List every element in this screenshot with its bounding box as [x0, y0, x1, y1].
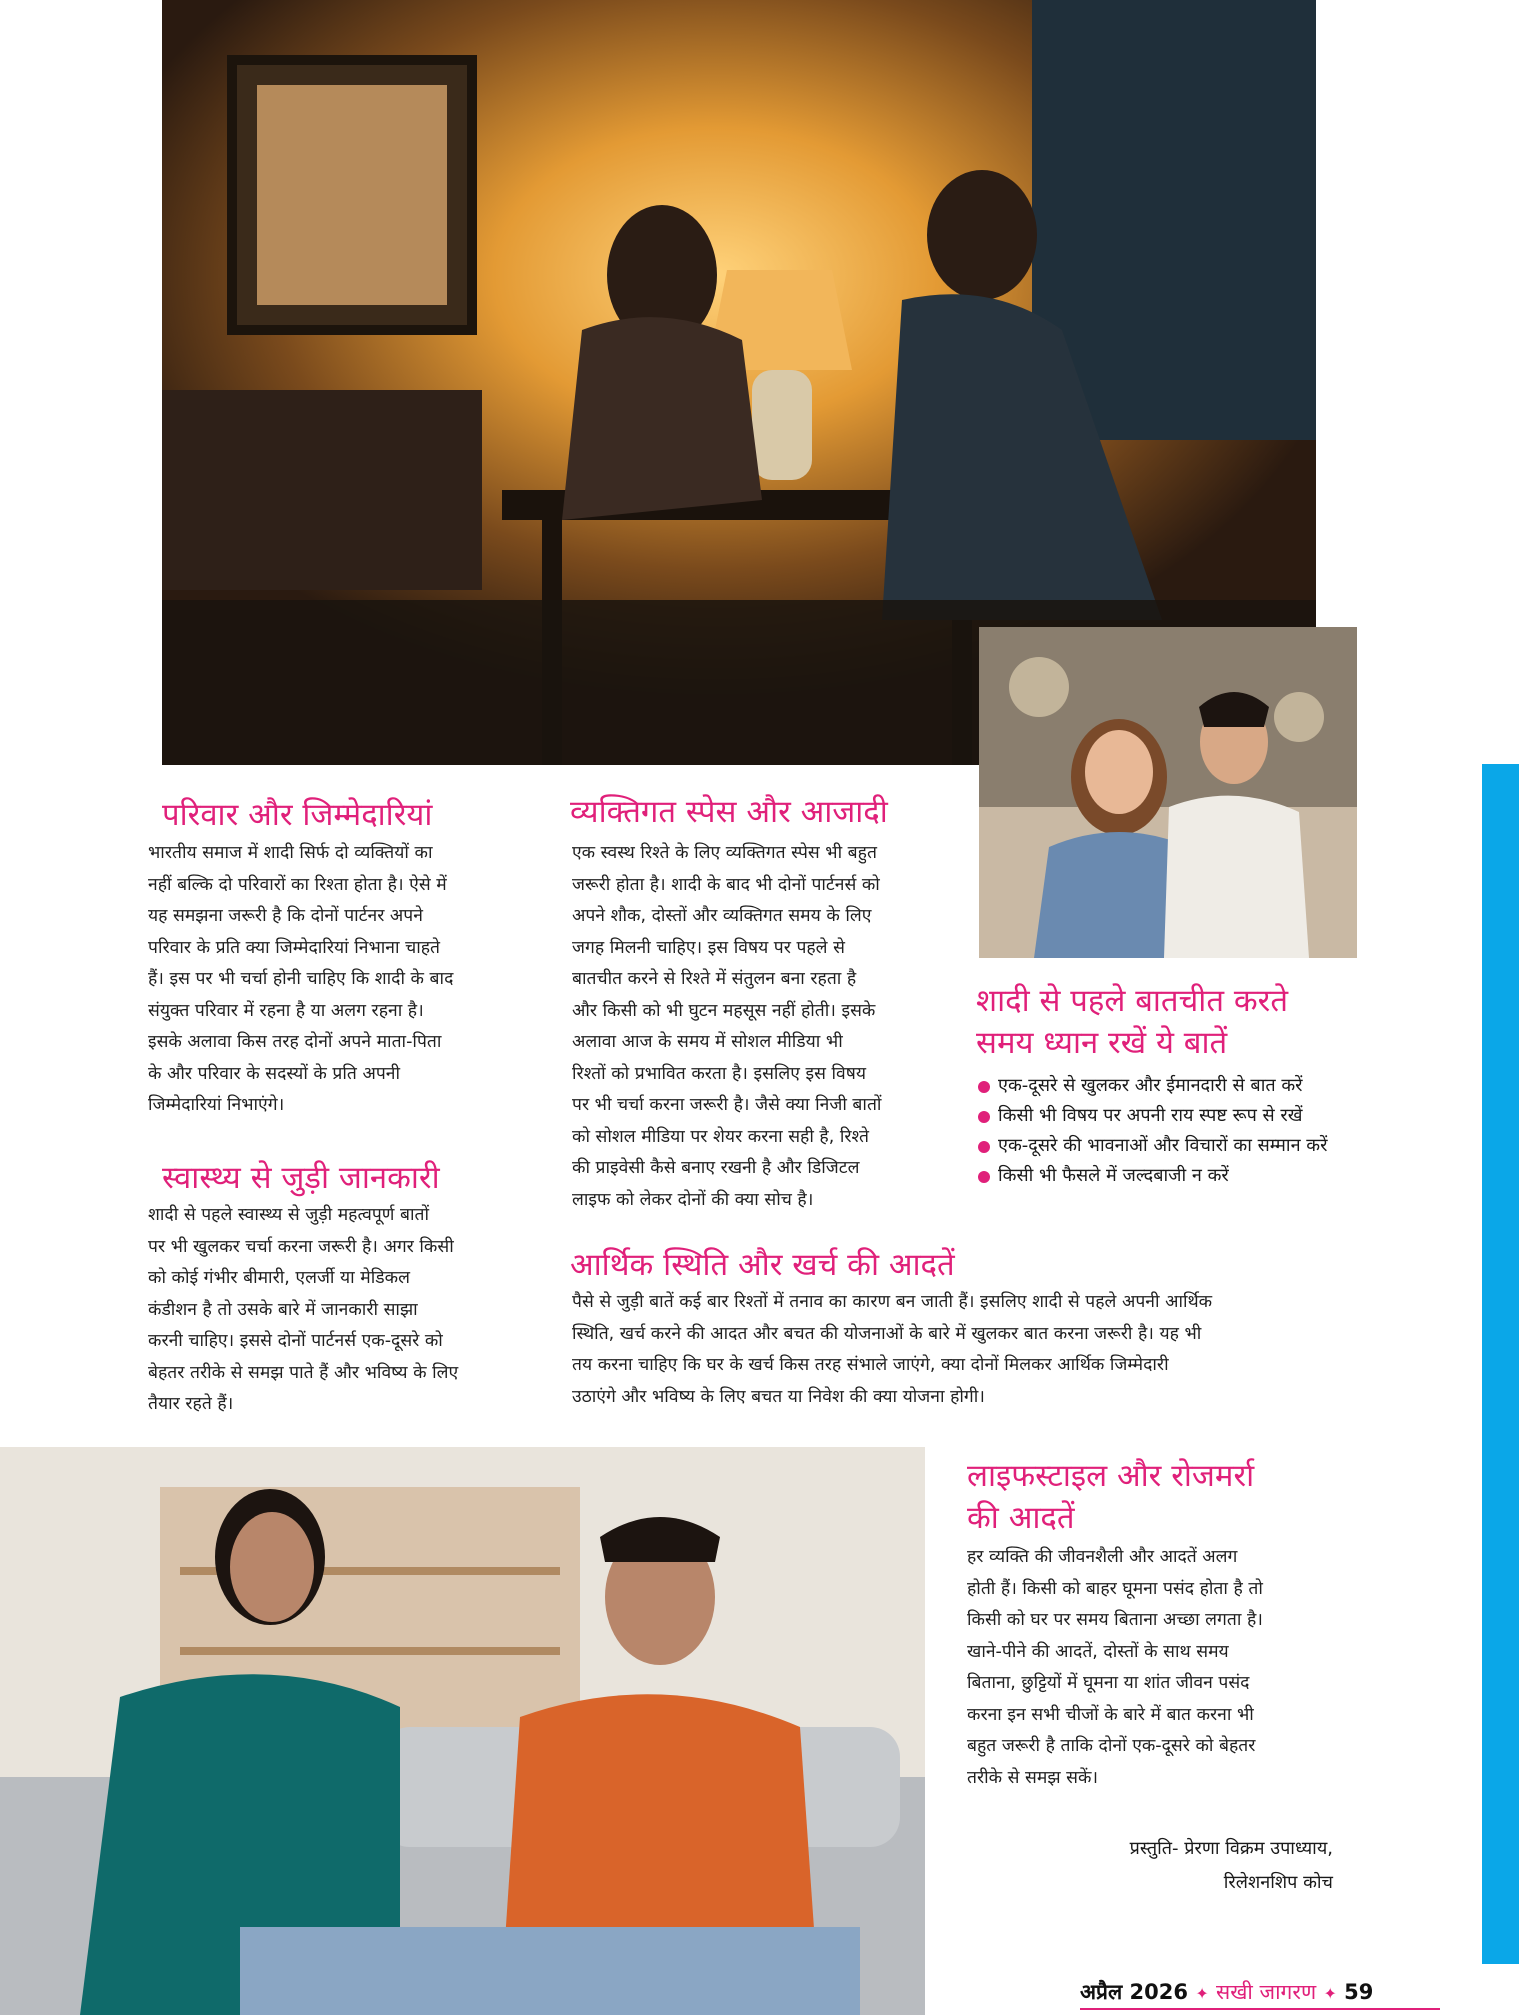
footer-brand: सखी जागरण [1216, 1980, 1317, 2004]
heading-health: स्वास्थ्य से जुड़ी जानकारी [162, 1160, 440, 1196]
star-icon: ✦ [1323, 1984, 1337, 2003]
page-footer [1080, 1978, 1373, 2006]
heading-tips: शादी से पहले बातचीत करते समय ध्यान रखें ये बातें [976, 983, 1288, 1061]
footer-month: अप्रैल 2026 [1080, 1980, 1188, 2004]
body-health: शादी से पहले स्वास्थ्य से जुड़ी महत्वपूर्ण बातों पर भी खुलकर चर्चा करना जरूरी है। अगर किसी को कोई गंभीर बीमारी, एलर्जी या मेडिकल कंडीशन है तो उसके बारे में जानकारी साझा करनी चाहिए। इससे दोनों पार्टनर्स एक-दूसरे को बेहतर तरीके से समझ पाते हैं और भविष्य के लिए तैयार रहते हैं। [148, 1205, 459, 1414]
heading-finance: आर्थिक स्थिति और खर्च की आदतें [570, 1247, 955, 1283]
body-family: भारतीय समाज में शादी सिर्फ दो व्यक्तियों का नहीं बल्कि दो परिवारों का रिश्ता होता है। ऐसे में यह समझना जरूरी है कि दोनों पार्टनर अपने परिवार के प्रति क्या जिम्मेदारियां निभाना चाहते हैं। इस पर भी चर्चा होनी चाहिए कि शादी के बाद संयुक्त परिवार में रहना है या अलग रहना है। इसके अलावा किस तरह दोनों अपने माता-पिता के और परिवार के सदस्यों के प्रति अपनी जिम्मेदारियां निभाएंगे। [148, 843, 454, 1115]
body-finance: पैसे से जुड़ी बातें कई बार रिश्तों में तनाव का कारण बन जाती हैं। इसलिए शादी से पहले अपनी आर्थिक स्थिति, खर्च करने की आदत और बचत की योजनाओं के बारे में खुलकर बात करना जरूरी है। यह भी तय करना चाहिए कि घर के खर्च किस तरह संभाले जाएंगे, क्या दोनों मिलकर आर्थिक जिम्मेदारी उठाएंगे और भविष्य के लिए बचत या निवेश की क्या योजना होगी। [572, 1292, 1213, 1407]
footer-divider [1080, 2008, 1440, 2010]
list-item: किसी भी विषय पर अपनी राय स्पष्ट रूप से रखें [978, 1101, 1398, 1131]
heading-lifestyle: लाइफस्टाइल और रोजमर्रा की आदतें [967, 1458, 1255, 1536]
bottom-photo-couple-sofa [0, 1447, 925, 2015]
inset-photo-couple-street [979, 627, 1357, 958]
page-number: 59 [1344, 1980, 1374, 2004]
list-item: एक-दूसरे की भावनाओं और विचारों का सम्मान करें [978, 1131, 1398, 1161]
author-credit: प्रस्तुति- प्रेरणा विक्रम उपाध्याय, रिलेशनशिप कोच [1129, 1838, 1333, 1893]
list-item: किसी भी फैसले में जल्दबाजी न करें [978, 1161, 1398, 1191]
body-lifestyle: हर व्यक्ति की जीवनशैली और आदतें अलग होती हैं। किसी को बाहर घूमना पसंद होता है तो किसी को घर पर समय बिताना अच्छा लगता है। खाने-पीने की आदतें, दोस्तों के साथ समय बिताना, छुट्टियों में घूमना या शांत जीवन पसंद करना इन सभी चीजों के बारे में बात करना भी बहुत जरूरी है ताकि दोनों एक-दूसरे को बेहतर तरीके से समझ सकें। [967, 1547, 1263, 1788]
sidebar-accent-bar [1482, 764, 1519, 1964]
tips-list [978, 1071, 1398, 1191]
star-icon: ✦ [1195, 1984, 1209, 2003]
list-item: एक-दूसरे से खुलकर और ईमानदारी से बात करें [978, 1071, 1398, 1101]
heading-personal-space: व्यक्तिगत स्पेस और आजादी [570, 794, 888, 830]
body-personal-space: एक स्वस्थ रिश्ते के लिए व्यक्तिगत स्पेस भी बहुत जरूरी होता है। शादी के बाद भी दोनों पार्टनर्स को अपने शौक, दोस्तों और व्यक्तिगत समय के लिए जगह मिलनी चाहिए। इस विषय पर पहले से बातचीत करने से रिश्ते में संतुलन बना रहता है और किसी को भी घुटन महसूस नहीं होती। इसके अलावा आज के समय में सोशल मीडिया भी रिश्तों को प्रभावित करता है। इसलिए इस विषय पर भी चर्चा करना जरूरी है। जैसे क्या निजी बातों को सोशल मीडिया पर शेयर करना सही है, रिश्ते की प्राइवेसी कैसे बनाए रखनी है और डिजिटल लाइफ को लेकर दोनों की क्या सोच है। [572, 843, 882, 1210]
heading-family: परिवार और जिम्मेदारियां [162, 797, 433, 833]
